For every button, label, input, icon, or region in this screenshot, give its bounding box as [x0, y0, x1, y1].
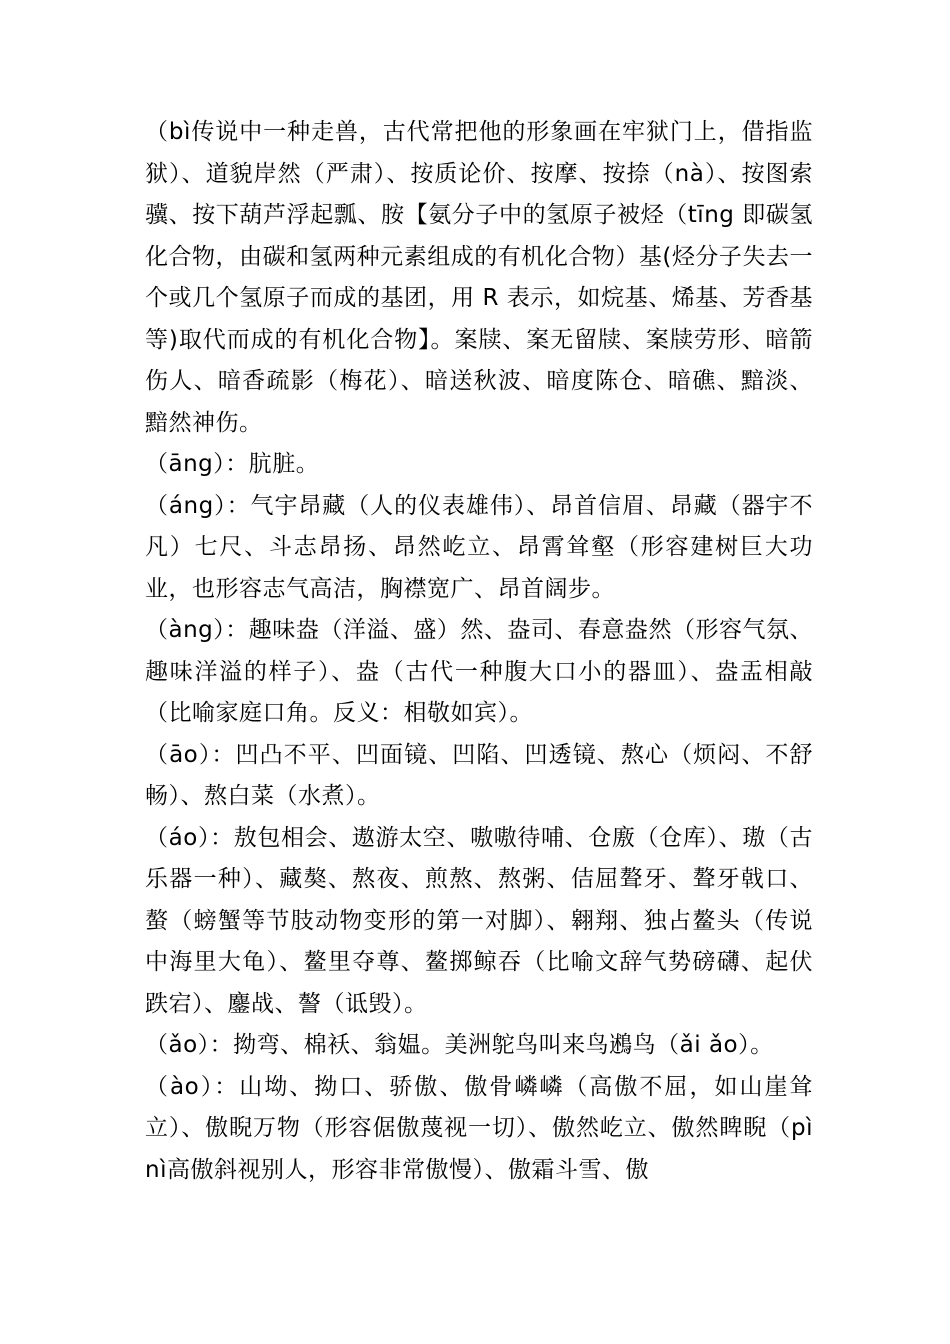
paragraph-ao1: （āo）：凹凸不平、凹面镜、凹陷、凹透镜、熬心（烦闷、不舒畅）、熬白菜（水煮）。 — [145, 741, 813, 809]
paragraph-an: （bì传说中一种走兽，古代常把他的形象画在牢狱门上，借指监狱）、道貌岸然（严肃）、按质论价、按摩、按捺（nà）、按图索骥、按下葫芦浮起瓢、胺【氨分子中的氢原子被烃（tīng 即碳氢化合物，由碳和氢两种元素组成的有机化合物）基(烃分子失去一个或几个氢原子而成的基团，用 R 表示，如烷基、烯基、芳香基等)取代而成的有机化合物】。案牍、案无留牍、案牍劳形、暗箭伤人、暗香疏影（梅花）、暗送秋波、暗度陈仓、暗礁、黯淡、黯然神伤。 — [145, 119, 813, 436]
paragraph-ang1: （āng）：肮脏。 — [145, 451, 320, 477]
paragraph-ao2: （áo）：敖包相会、遨游太空、嗷嗷待哺、仓廒（仓库）、璈（古乐器一种）、藏獒、熬夜、煎熬、熬粥、佶屈聱牙、聱牙戟口、螯（螃蟹等节肢动物变形的第一对脚）、翱翔、独占鳌头（传说中海里大龟）、鳌里夺尊、鳌掷鲸吞（比喻文辞气势磅礴、起伏跌宕）、鏖战、謷（诋毁）。 — [145, 824, 813, 1017]
paragraph-ang2: （áng）：气宇昂藏（人的仪表雄伟）、昂首信眉、昂藏（器宇不凡）七尺、斗志昂扬、昂然屹立、昂霄耸壑（形容建树巨大功业，也形容志气高洁，胸襟宽广、昂首阔步。 — [145, 492, 813, 602]
paragraph-ao3: （ǎo）：拗弯、棉袄、翁媪。美洲鸵鸟叫来鸟鶐鸟（ǎi ǎo）。 — [145, 1032, 774, 1058]
paragraph-ang4: （àng）：趣味盎（洋溢、盛）然、盎司、春意盎然（形容气氛、趣味洋溢的样子）、盎（古代一种腹大口小的器皿）、盎盂相敲（比喻家庭口角。反义：相敬如宾）。 — [145, 617, 813, 726]
paragraph-ao4: （ào）：山坳、拗口、骄傲、傲骨嶙嶙（高傲不屈，如山崖耸立）、傲睨万物（形容倨傲蔑视一切）、傲然屹立、傲然睥睨（pìnì高傲斜视别人，形容非常傲慢）、傲霜斗雪、傲 — [145, 1073, 813, 1183]
document-page — [145, 112, 813, 1191]
